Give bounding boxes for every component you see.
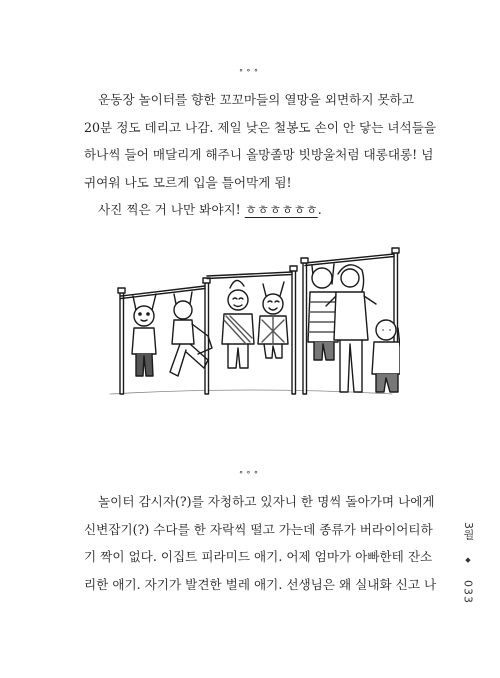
child-hanging-1 bbox=[132, 294, 156, 376]
section-divider-bottom: ∘∘∘ bbox=[238, 468, 262, 478]
closing-period: . bbox=[317, 202, 322, 217]
top-paragraph bbox=[84, 86, 446, 224]
chapter-label: 3월 bbox=[462, 522, 475, 540]
page-number: 033 bbox=[461, 580, 475, 604]
page-footer-vertical bbox=[456, 522, 480, 604]
section-divider-top: ∘∘∘ bbox=[238, 66, 262, 76]
closing-sentence: 사진 찍은 거 나만 봐야지! bbox=[98, 202, 245, 217]
text-line: 20분 정도 데리고 나감. 제일 낮은 철봉도 손이 안 닿는 녀석들을 bbox=[84, 119, 437, 135]
monkey-bars-illustration bbox=[100, 244, 400, 400]
text-line bbox=[84, 196, 446, 224]
text-line: 운동장 놀이터를 향한 꼬꼬마들의 열망을 외면하지 못하고 bbox=[98, 92, 414, 107]
laugh-text: ㅎㅎㅎㅎㅎㅎ bbox=[244, 202, 318, 217]
child-hanging-3 bbox=[258, 282, 288, 358]
child-hanging-4 bbox=[308, 264, 338, 360]
child-standing-2 bbox=[372, 320, 400, 392]
text-line: 놀이터 감시자(?)를 자청하고 있자니 한 명씩 돌아가며 나에게 bbox=[98, 494, 435, 509]
text-line: 신변잡기(?) 수다를 한 자락씩 떨고 가는데 종류가 버라이어티하 bbox=[84, 521, 433, 537]
text-line: 리한 애기. 자기가 발견한 벌레 애기. 선생님은 왜 실내화 신고 나 bbox=[84, 576, 437, 592]
text-line: 하나씩 들어 매달리게 해주니 올망졸망 빗방울처럼 대롱대롱! 넘 bbox=[84, 147, 434, 162]
child-standing-1 bbox=[222, 280, 254, 368]
text-line: 기 짝이 없다. 이집트 피라미드 애기. 어제 엄마가 아빠한테 잔소 bbox=[84, 549, 433, 564]
bar-frame-left bbox=[118, 278, 210, 394]
bottom-paragraph bbox=[84, 488, 446, 598]
text-line: 귀여워 나도 모르게 입을 틀어막게 됨! bbox=[84, 174, 292, 190]
diamond-bullet-icon: ◆ bbox=[465, 556, 471, 564]
